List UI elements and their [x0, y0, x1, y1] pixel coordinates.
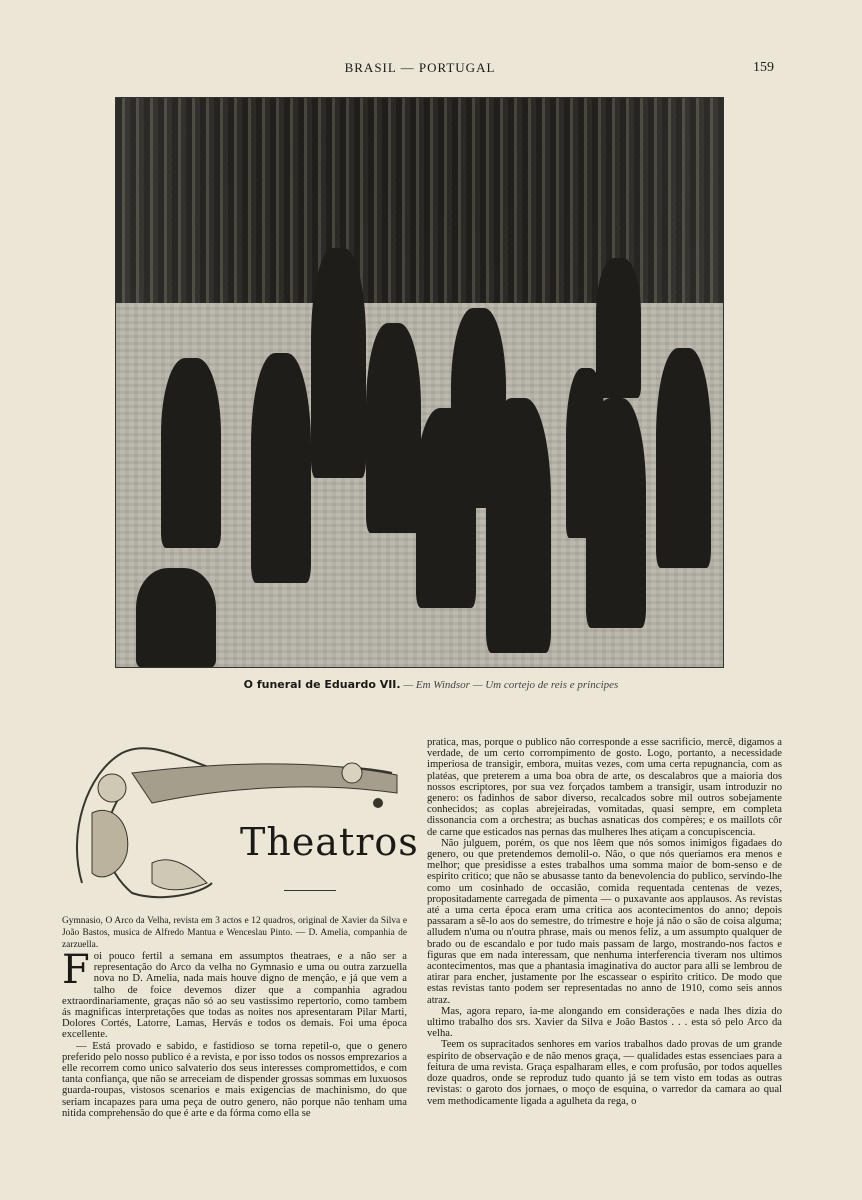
- paragraph-text: oi pouco fertil a semana em assumptos theatraes, e a não ser a representação do Arco da velha no Gymnasio e uma ou outra zarzuella nova no D. Amelia, nada mais houve digno de menção, e já que vem a talho de foice devemos dizer que a companhia agradou extraordinariamente, graças não só ao seu vastissimo repertorio, como tambem ás magnificas interpretações que todas as noites nos apresentaram Pilar Marti, Dolores Cortés, Latorre, Lamas, Hervás e todos os demais. Foi uma época excellente.: [62, 951, 407, 1041]
- photo-figure: [136, 568, 216, 668]
- paragraph: Não julguem, porém, os que nos lêem que nós somos inimigos figadaes do genero, ou que pretendemos demolil-o. Não, o que nós queriamos era menos e melhor; que presidisse a estes trabalhos uma somma maior de bom-senso e de espirito critico; que não se abusasse tanto da benevolencia do publico, servindo-lhe como um cosinhado de occasião, comida requentada centenas de vezes, propositadamente carregada de pimenta — o puxavante aos applausos. As revistas até a uma certa época eram uma critica aos acontecimentos do anno; depois passaram a sê-lo aos do semestre, do trimestre e hoje já não o são de coisa alguma; alludem n'uma ou n'outra phrase, mais ou menos feliz, a um assumpto qualquer de brado ou de escandalo e por tudo mais passam de largo, mostrando-nos factos e figuras que em nada interessam, que nenhuma interferencia tiveram nos ultimos acontecimentos, mas que a phantasia imaginativa do auctor para alli se lembrou de atirar para encher, justamente por lhe escassear o espirito critico. De modo que estas revistas tanto podem ser representadas no anno de 1910, como seis annos atraz.: [427, 837, 782, 1006]
- page-header: [0, 60, 862, 80]
- paragraph: pratica, mas, porque o publico não corresponde a esse sacrificio, mercê, digamos a verdade, de um certo corrompimento de gosto. Logo, portanto, a necessidade imperiosa de transigir, embora, muitas vezes, com uma certa repugnancia, com as platéas, que preterem a uma boa obra de arte, os descalabros que a maioria dos nossos escriptores, por sua vez forçados tambem a transigir, usam introduzir no genero: os fadinhos de sabor diverso, recalcados sobre mil outros sobejamente conhecidos; as coplas abrejeiradas, vomitadas, quasi sempre, em completa dissonancia com a orchestra; as buchas asnaticas dos compères; e os maillots côr de carne que esticados nas pernas das mulheres lhes atiçam a concupiscencia.: [427, 737, 782, 838]
- photo-figure: [311, 248, 366, 478]
- photo-figure: [486, 398, 551, 653]
- ornament-illustration: [62, 733, 404, 903]
- drop-cap: F: [62, 947, 90, 993]
- photo-figure: [251, 353, 311, 583]
- right-column: [427, 737, 782, 1107]
- funeral-photograph: [115, 97, 724, 668]
- caption-title: O funeral de Eduardo VII.: [243, 678, 401, 691]
- caption-detail: — Em Windsor — Um cortejo de reis e principes: [403, 679, 619, 691]
- photo-figure: [586, 398, 646, 628]
- page-number: 159: [753, 60, 774, 75]
- paragraph: Teem os supracitados senhores em varios trabalhos dado provas de um grande espirito de observação e de não menos graça, — qualidades estas essenciaes para a feitura de uma revista. Graça espalharam elles, e com profusão, por todos aquelles doze quadros, onde se reproduz tudo quanto já se tem visto em todas as outras revistas: o garoto dos jornaes, o moço de esquina, o varredor da camara ao qual vem methodicamente ligada a agulheta da rega, o: [427, 1039, 782, 1107]
- paragraph: Mas, agora reparo, ia-me alongando em considerações e nada lhes dizia do ultimo trabalho dos srs. Xavier da Silva e João Bastos . . . esta só pelo Arco da velha.: [427, 1005, 782, 1040]
- title-divider: [284, 890, 336, 891]
- paragraph: — Está provado e sabido, e fastidioso se torna repetil-o, que o genero preferido pelo nosso publico é a revista, e por isso todos os nossos emprezarios a elle recorrem como unico salvaterio dos seus interesses compromettidos, e com tanta confiança, que não se arreceiam de dispender grossas sommas em luxuosos guarda-roupas, vistosos scenarios e mais exigencias de machinismo, do que seriam incapazes para uma peça de outro genero, não porque não tenham uma nitida comprehensão do que é arte e da fórma como ella se: [62, 1040, 407, 1119]
- ornamental-header: [62, 733, 404, 903]
- photo-figure: [656, 348, 711, 568]
- running-title: BRASIL — PORTUGAL: [344, 60, 496, 75]
- theatre-listing: Gymnasio, O Arco da Velha, revista em 3 actos e 12 quadros, original de Xavier da Silva e João Bastos, musica de Alfredo Mantua e Wenceslau Pinto. — D. Amelia, companhia de zarzuella.: [62, 916, 407, 950]
- photo-figure: [161, 358, 221, 548]
- section-title: Theatros: [240, 820, 419, 864]
- photo-figure: [366, 323, 421, 533]
- paragraph: [62, 947, 407, 1041]
- photo-caption: [0, 678, 862, 691]
- left-column: [62, 915, 407, 1119]
- photo-figure: [596, 258, 641, 398]
